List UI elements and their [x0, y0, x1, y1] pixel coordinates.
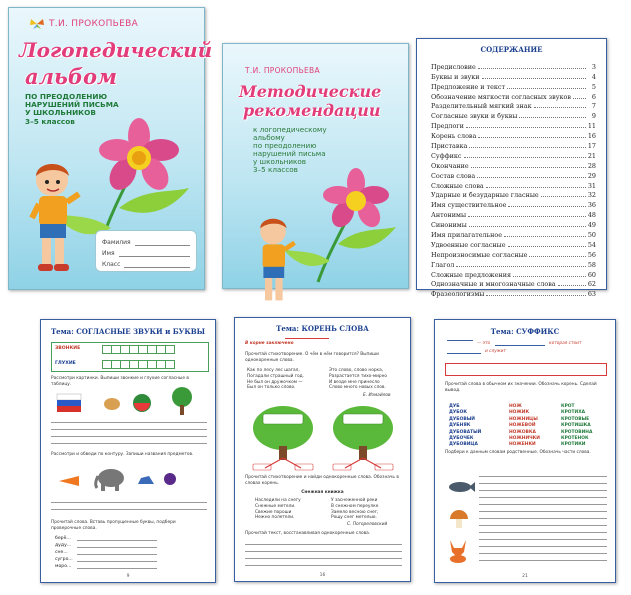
album-subtitle-line: У ШКОЛЬНИКОВ [25, 108, 96, 118]
rule-text: которая стоит [549, 341, 582, 346]
word-column [561, 404, 592, 449]
toc-item-page: 54 [587, 240, 596, 249]
task-text: Рассмотри картинки. Выпиши звонкие и глухие согласные в таблицу. [51, 376, 189, 387]
toc-item-title: Синонимы [431, 221, 467, 230]
poem-author: С. Погореловский [347, 522, 388, 527]
toc-item-page: 58 [587, 260, 596, 269]
rule-text: — это [477, 341, 491, 346]
toc-item[interactable] [431, 249, 596, 259]
word-column [449, 404, 481, 449]
page-title: Тема: СУФФИКС [490, 327, 560, 336]
boy-illustration [253, 214, 297, 310]
toc-item-title: Фразеологизмы [431, 290, 485, 299]
toc-item[interactable] [431, 91, 596, 101]
word-item: ДУБОВЫЙ [449, 416, 475, 422]
album-title-line2: альбом [25, 64, 117, 89]
guide-subtitle-line: нарушений письма [253, 149, 326, 159]
answer-lines[interactable] [51, 416, 207, 444]
word-item: КРОТИШКА [561, 423, 591, 429]
toc-item-page: 49 [587, 221, 596, 230]
toc-item[interactable] [431, 71, 596, 81]
poem-line: Наследили на снегу [255, 498, 301, 503]
word-item: КРОТИХА [561, 410, 585, 416]
toc-item-page: 63 [587, 290, 596, 299]
word-item: ДУБОЧЕК [449, 435, 474, 441]
toc-item-page: 16 [587, 132, 596, 141]
toc-item-page: 3 [591, 62, 596, 71]
toc-item-title: Сложные предложения [431, 270, 512, 279]
poem-title: Снежная книжка [301, 490, 344, 495]
definition-box[interactable] [445, 363, 607, 376]
poem-line: Нежно полетели. [255, 515, 295, 521]
poem-line: Слово много новых слов. [329, 385, 386, 391]
poem-line: Это слово, слово норка, [329, 368, 384, 373]
boy-illustration [27, 158, 82, 278]
toc-item-title: Предложение и текст [431, 82, 505, 91]
poem-line: Разрастается тихо-мирно [329, 373, 388, 379]
album-author: Т.И. ПРОКОПЬЕВА [49, 19, 139, 29]
toc-item-title: Состав слова [431, 171, 476, 180]
page-title: Тема: СОГЛАСНЫЕ ЗВУКИ и БУКВЫ [50, 327, 206, 336]
word-item: НОЖОВКА [509, 429, 536, 435]
toc-item[interactable] [431, 160, 596, 170]
poem-author: Е. Измайлов [363, 393, 391, 398]
poem-line: Был он только слово. [247, 385, 296, 391]
page-number: 9 [126, 574, 130, 579]
task-text: Прочитай стихотворение. О чём в нём говорится? Выпиши однокоренные слова. [245, 352, 379, 363]
poem-right [329, 368, 404, 391]
word-item: КРОТОВИНА [561, 429, 593, 435]
word-column [509, 404, 540, 449]
rule-text: В корне заключено [245, 341, 294, 346]
toc-item-title: Разделительный мягкий знак [431, 102, 532, 111]
toc-item[interactable] [431, 130, 596, 140]
toc-item-title: Имя существительное [431, 201, 507, 210]
word-item[interactable]: сне... [55, 550, 68, 556]
toc-item-page: 21 [587, 151, 596, 160]
task-text: Прочитай текст, восстанавливая однокоренные слова. [245, 531, 371, 536]
guide-title-line2: рекомендации [243, 101, 381, 120]
toc-item-title: Согласные звуки и буквы [431, 112, 518, 121]
guide-author: Т.И. ПРОКОПЬЕВА [245, 66, 320, 75]
toc-item[interactable] [431, 190, 596, 200]
voiced-voiceless-table [51, 342, 209, 372]
word-item[interactable]: моро... [55, 564, 72, 570]
guide-subtitle-line: 3–5 классов [253, 165, 298, 175]
poem-left [247, 368, 322, 391]
poem-line: Свежие пороши [255, 509, 292, 515]
word-item: НОЖИК [509, 410, 530, 416]
toc-item-title: Предисловие [431, 62, 476, 71]
answer-lines[interactable] [77, 534, 157, 569]
toc-item[interactable] [431, 81, 596, 91]
toc-item[interactable] [431, 279, 596, 289]
album-cover[interactable] [8, 7, 213, 290]
fish-icon [447, 480, 475, 494]
word-item[interactable]: сугро... [55, 557, 73, 563]
toc-item-page: 6 [591, 92, 596, 101]
toc-item-page: 11 [587, 122, 596, 131]
voiced-cells[interactable] [102, 345, 174, 354]
toc-item[interactable] [431, 140, 596, 150]
word-item: ДУБОВИЦА [449, 442, 478, 448]
toc-item[interactable] [431, 199, 596, 209]
page-number: 16 [319, 573, 326, 578]
toc-item[interactable] [431, 219, 596, 229]
surname-field[interactable] [135, 239, 190, 246]
name-field[interactable] [119, 250, 190, 257]
toc-item[interactable] [431, 61, 596, 71]
poem-right [331, 498, 406, 521]
page-title: Тема: КОРЕНЬ СЛОВА [276, 324, 369, 333]
toc-item[interactable] [431, 170, 596, 180]
toc-item-page: 9 [591, 112, 596, 121]
iron-icon [137, 474, 155, 486]
table-of-contents[interactable] [416, 38, 607, 299]
answer-lines[interactable] [51, 496, 207, 510]
word-item: КРОТЕНОК [561, 435, 589, 441]
album-subtitle-line: 3–5 классов [25, 116, 75, 126]
page-number: 21 [522, 574, 528, 579]
task-text: Прочитай стихотворение и найди однокоренные слова. Обозначь в словах корень. [245, 475, 399, 486]
mushroom-icon [449, 508, 469, 530]
word-item: НОЖНИЦЫ [509, 416, 538, 422]
poem-line: В снежном переулке [331, 503, 379, 509]
watermelon-icon [131, 392, 153, 412]
carrot-icon [57, 472, 81, 490]
toc-item-page: 4 [591, 72, 596, 81]
elephant-icon [93, 466, 127, 492]
word-item: ДУБОВАТЫЙ [449, 429, 482, 435]
toc-item-page: 32 [587, 191, 596, 200]
toc-item-page: 5 [591, 82, 596, 91]
guide-subtitle-line: по преодолению [253, 141, 317, 151]
poem-line: Снежные метели. [255, 503, 296, 509]
toc-item-page: 62 [587, 280, 596, 289]
grade-field[interactable] [124, 261, 190, 268]
toc-item-title: Сложные слова [431, 181, 484, 190]
toc-item-page: 56 [587, 250, 596, 259]
toc-item-title: Удвоенные согласные [431, 240, 506, 249]
word-item: НОЖЕНКИ [509, 442, 536, 448]
word-item: НОЖЕВОЙ [509, 423, 536, 429]
tree-icon [169, 386, 195, 416]
toc-item-title: Непроизносимые согласные [431, 250, 528, 259]
poem-line: Замело весною снег, [331, 509, 379, 515]
toc-item-title: Антонимы [431, 211, 467, 220]
word-tree-illustration [247, 402, 399, 472]
workbook-page-root[interactable] [234, 317, 411, 582]
toc-item-page: 31 [587, 181, 596, 190]
rule-box [445, 340, 607, 360]
workbook-page-suffix[interactable] [434, 319, 616, 583]
poem-line: И везде мне принесло [329, 379, 380, 385]
butterfly-icon [29, 18, 45, 30]
guide-subtitle-line: к логопедическому [253, 125, 327, 134]
toc-item[interactable] [431, 209, 596, 219]
toc-item[interactable] [431, 110, 596, 120]
toc-item-title: Однозначные и многозначные слова [431, 280, 556, 289]
fox-icon [445, 536, 471, 564]
student-info-form [95, 230, 197, 272]
poem-line: Рощу снег метелью. [331, 515, 377, 521]
toc-item-page: 28 [587, 161, 596, 170]
toc-item-title: Буквы и звуки [431, 72, 480, 81]
word-item[interactable]: берё... [55, 536, 71, 541]
word-item: КРОТ [561, 404, 575, 409]
grade-label: Класс [102, 261, 121, 268]
toc-item-title: Ударные и безударные гласные [431, 191, 539, 200]
word-item[interactable]: дуду... [55, 543, 72, 549]
guide-subtitle-line: у школьников [253, 157, 307, 167]
voiceless-label: ГЛУХИЕ [55, 361, 76, 366]
poem-line: Погадали страшный год. [247, 373, 305, 379]
guide-title-line1: Методические [239, 82, 382, 101]
toc-item-title: Предлоги [431, 122, 464, 131]
workbook-page-consonants[interactable] [40, 319, 216, 583]
toc-item-page: 17 [587, 142, 596, 151]
guide-cover[interactable] [222, 43, 409, 289]
flag-icon [57, 394, 81, 412]
bread-icon [103, 396, 121, 410]
toc-item-title: Обозначение мягкости согласных звуков [431, 92, 571, 101]
toc-item-page: 50 [587, 231, 596, 240]
toc-item-title: Приставка [431, 142, 468, 151]
guide-subtitle [253, 126, 327, 174]
toc-item-page: 48 [587, 211, 596, 220]
toc-item-title: Корень слова [431, 132, 477, 141]
voiceless-cells[interactable] [102, 360, 174, 369]
toc-item-page: 29 [587, 171, 596, 180]
poem-line: Не был он дружочком — [247, 379, 303, 385]
guide-subtitle-line: альбому [253, 133, 285, 143]
rule-text: и служит [485, 349, 506, 354]
toc-item[interactable] [431, 239, 596, 249]
toc-item[interactable] [431, 288, 596, 298]
toc-item[interactable] [431, 150, 596, 160]
poem-left [255, 498, 330, 521]
toc-item[interactable] [431, 120, 596, 130]
answer-lines[interactable] [479, 470, 607, 561]
task-text: Прочитай слова в обычном их значении. Обозначь корень. Сделай вывод. [445, 382, 597, 393]
toc-item[interactable] [431, 101, 596, 111]
word-item: ДУБОК [449, 410, 467, 416]
plum-icon [163, 470, 177, 486]
toc-item-title: Глагол [431, 260, 455, 269]
toc-item-title: Окончание [431, 161, 469, 170]
task-text: Рассмотри и обведи по контуру. Запиши названия предметов. [51, 452, 194, 457]
album-subtitle-line: НАРУШЕНИЙ ПИСЬМА [25, 100, 119, 110]
toc-item-page: 7 [591, 102, 596, 111]
toc-item-title: Имя прилагательное [431, 231, 502, 240]
word-list [55, 535, 73, 571]
word-item: КРОТИКИ [561, 442, 586, 448]
toc-list [431, 61, 596, 298]
name-label: Имя [102, 250, 115, 257]
answer-lines[interactable] [245, 538, 402, 566]
toc-item[interactable] [431, 259, 596, 269]
word-item: КРОТОВЫЕ [561, 416, 590, 422]
surname-label: Фамилия [102, 239, 131, 246]
poem-line: Как по лесу лес шагал, [247, 368, 300, 373]
poem-line: У заснеженной реки [331, 498, 378, 503]
toc-title: СОДЕРЖАНИЕ [480, 45, 543, 54]
rule-box [245, 336, 402, 348]
toc-item-title: Суффикс [431, 151, 462, 160]
toc-item-page: 60 [587, 270, 596, 279]
album-subtitle-line: ПО ПРЕОДОЛЕНИЮ [25, 92, 108, 101]
toc-item[interactable] [431, 269, 596, 279]
toc-item[interactable] [431, 229, 596, 239]
toc-item-page: 36 [587, 201, 596, 210]
word-item: НОЖНИЧКИ [509, 435, 540, 441]
task-text: Прочитай слова. Вставь пропущенные буквы, подбери проверочные слова. [51, 520, 176, 531]
voiced-label: ЗВОНКИЕ [55, 346, 81, 351]
toc-item[interactable] [431, 180, 596, 190]
word-item: ДУБНЯК [449, 423, 471, 429]
word-item: ДУБ [449, 404, 460, 409]
task-text: Подбери к данным словам родственные. Обозначь части слова. [445, 450, 591, 455]
word-item: НОЖ [509, 404, 522, 409]
album-title-line1: Логопедический [19, 38, 213, 62]
